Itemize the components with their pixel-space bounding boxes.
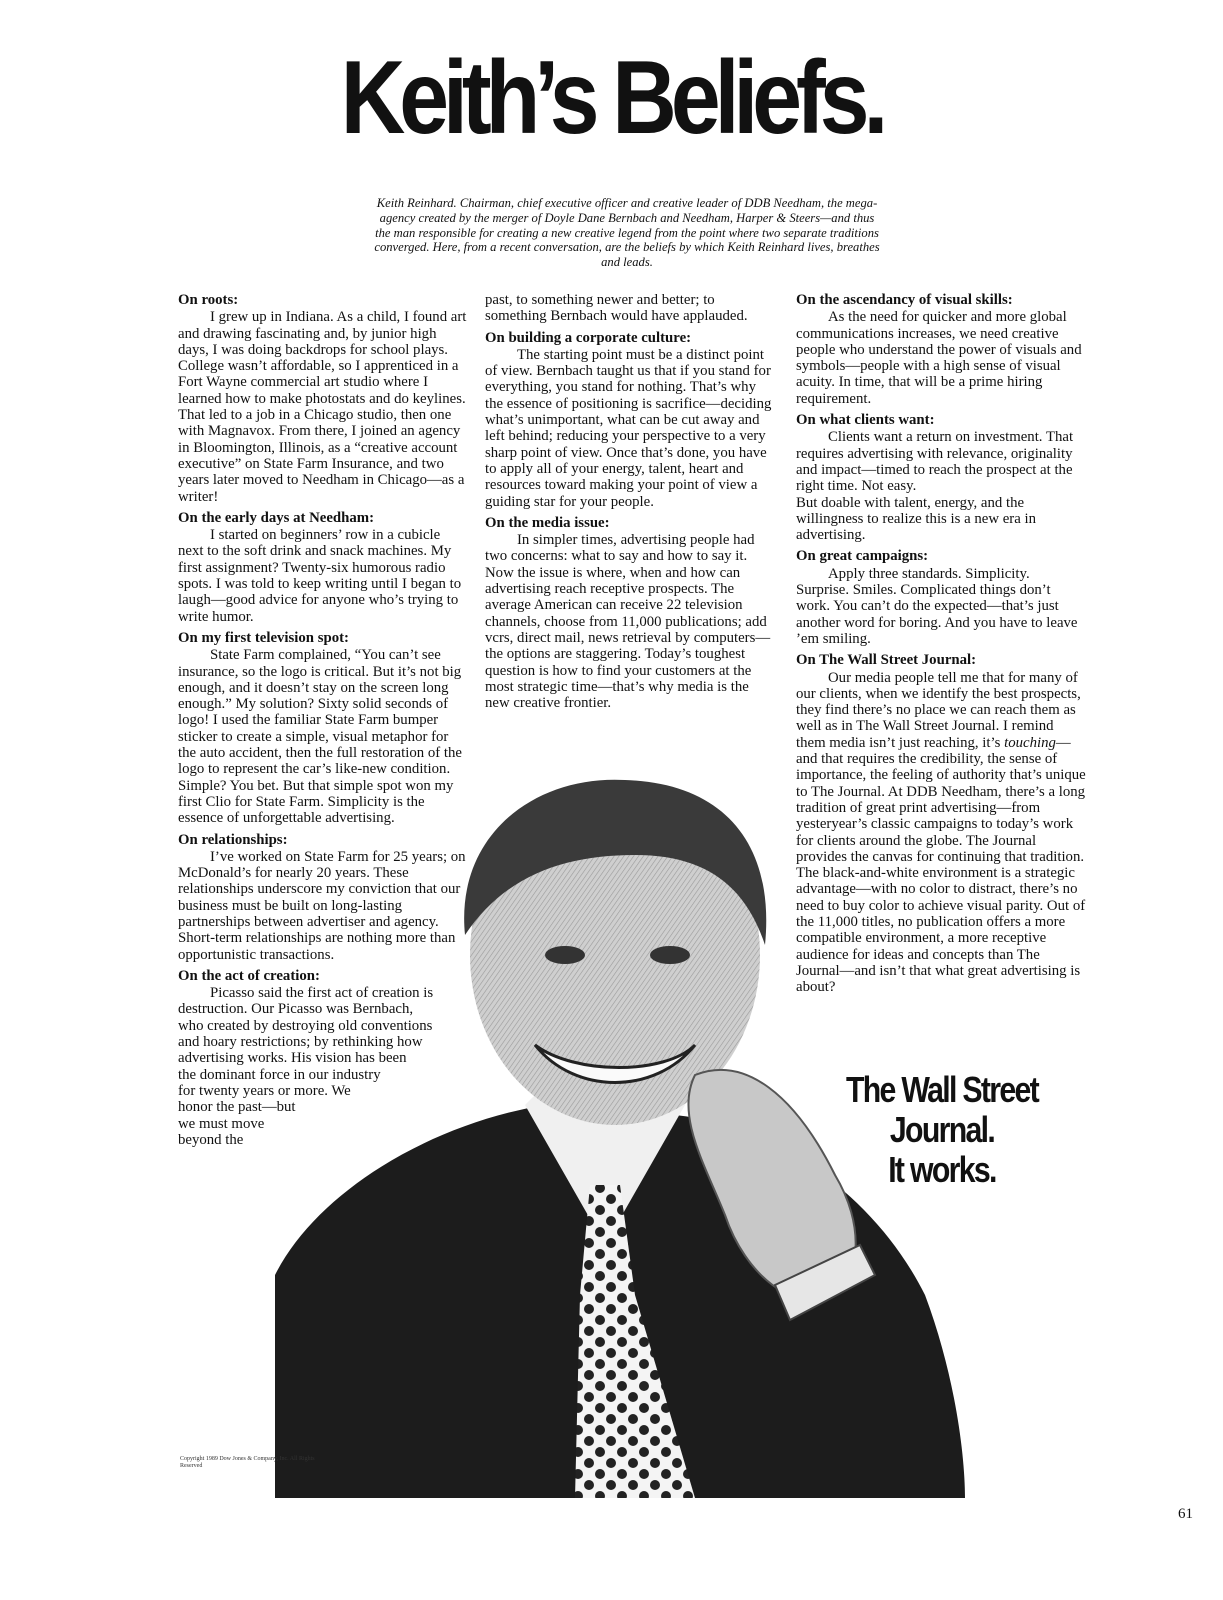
body-line: and hoary restrictions; by rethinking how (178, 1034, 423, 1051)
section-heading: On the act of creation: (178, 967, 320, 984)
section-heading: On The Wall Street Journal: (796, 652, 977, 669)
section-body: State Farm complained, “You can’t see insurance, so the logo is critical. But it’s not big enough, and it doesn’t stay on the screen long enough.” My solution? Sixty solid seconds of logo! I used the familiar State Farm bumper sticker to create a simple, visual metaphor for the auto accident, then the full restoration of the logo to represent the car’s like-new condition. Simple? You bet. But that simple spot won my first Clio for State Farm. Simplicity is the essence of unforgettable advertising. (178, 647, 462, 827)
section-body: Apply three standards. Simplicity. Surprise. Smiles. Complicated things don’t work. You can’t do the expected—that’s just another word for boring. And you have to leave ’em smiling. (796, 565, 1078, 647)
section-roots (178, 292, 468, 505)
body-line: destruction. Our Picasso was Bernbach, (178, 1001, 414, 1018)
body-line: we must move (178, 1115, 265, 1132)
section-body-2: But doable with talent, energy, and the willingness to realize this is a new era in advertising. (796, 494, 1036, 544)
section-heading: On the ascendancy of visual skills: (796, 292, 1013, 308)
section-heading: On what clients want: (796, 412, 935, 429)
section-early-days (178, 510, 468, 625)
section-heading: On the early days at Needham: (178, 509, 375, 526)
section-wsj (796, 652, 1086, 995)
body-line: for twenty years or more. We (178, 1082, 351, 1099)
section-heading: On great campaigns: (796, 548, 929, 565)
body-line: the dominant force in our industry (178, 1066, 381, 1083)
section-first-tv (178, 630, 468, 827)
intro-paragraph: Keith Reinhard. Chairman, chief executive officer and creative leader of DDB Needham, the mega-agency created by the merger of Doyle Dane Bernbach and Needham, Harper & Steers—and thus the man responsible for creating a new creative legend from the point where two separate traditions converged. Here, from a recent conversation, are the beliefs by which Keith Reinhard lives, breathes and leads. (374, 196, 880, 270)
section-body: I grew up in Indiana. As a child, I found art and drawing fascinating and, by junior high days, I was doing backdrops for school plays. College wasn’t affordable, so I apprenticed in a Fort Wayne commercial art studio where I learned how to make photostats and do keylines. That led to a job in a Chicago studio, then one with Magnavox. From there, I joined an agency in Bloomington, Illinois, as a “creative account executive” on State Farm Insurance, and two years later moved to Needham in Chicago—as a writer! (178, 309, 467, 505)
body-line: Picasso said the first act of creation is (210, 985, 434, 1002)
section-body: I’ve worked on State Farm for 25 years; on McDonald’s for nearly 20 years. These relationships underscore my conviction that our business must be built on long-lasting partnerships between advertiser and agency. Short-term relationships are nothing more than opportunistic transactions. (178, 848, 466, 963)
section-media (485, 515, 775, 712)
section-body: As the need for quicker and more global communications increases, we need creative people who understand the power of visuals and symbols—people with a high sense of visual acuity. In time, that will be a prime hiring requirement. (796, 309, 1082, 407)
body-line: honor the past—but (178, 1099, 296, 1116)
section-culture (485, 330, 775, 510)
section-heading: On building a corporate culture: (485, 329, 692, 346)
body-line: who created by destroying old conventions (178, 1017, 433, 1034)
section-body: I started on beginners’ row in a cubicle next to the soft drink and snack machines. My first assignment? Twenty-six humorous radio spots. I was told to keep writing until I began to laugh—good advice for anyone who’s trying to write humor. (178, 527, 462, 625)
section-relationships (178, 832, 468, 963)
column-1 (178, 292, 468, 1153)
section-visual (796, 292, 1086, 407)
body-line: advertising works. His vision has been (178, 1050, 407, 1067)
body-part-a: Our media people tell me that for many of our clients, when we identify the best prospects, they find there’s no place we can reach them as well as in The Wall Street Journal. I remind them media isn’t just reaching, it’s (796, 669, 1081, 751)
body-line: beyond the (178, 1131, 244, 1148)
section-heading: On the media issue: (485, 514, 610, 531)
section-creation-continued (485, 292, 775, 325)
tagline-line-2: It works. (888, 1149, 996, 1190)
page-title: Keith’s Beliefs. (340, 40, 883, 156)
section-heading: On relationships: (178, 831, 288, 848)
tagline-line-1: The Wall Street Journal. (845, 1069, 1039, 1150)
column-2 (485, 292, 775, 716)
section-body (178, 985, 468, 1148)
section-heading: On roots: (178, 292, 239, 308)
section-campaigns (796, 548, 1086, 647)
section-body: In simpler times, advertising people had two concerns: what to say and how to say it. Now the issue is where, when and how can advertising reach receptive prospects. The average American can receive 22 television channels, choose from 11,000 publications; add vcrs, direct mail, news retrieval by computers—the options are staggering. Today’s toughest question is how to find your customers at the most strategic time—that’s why media is the new creative frontier. (485, 532, 771, 712)
body-emphasis: touching (1004, 734, 1056, 751)
section-clients (796, 412, 1086, 543)
page-number: 61 (1178, 1506, 1193, 1522)
column-3 (796, 292, 1086, 1000)
section-body: Clients want a return on investment. That requires advertising with relevance, originality and impact—timed to reach the prospect at the right time. Not easy. (796, 429, 1074, 495)
section-body: past, to something newer and better; to something Bernbach would have applauded. (485, 292, 748, 325)
section-creation (178, 968, 468, 1148)
tagline (792, 1070, 1092, 1190)
body-part-b: —and that requires the credibility, the sense of importance, the feeling of authority that’s unique to The Journal. At DDB Needham, there’s a long tradition of great print advertising—from yesteryear’s classic campaigns to today’s work for clients around the globe. The Journal provides the canvas for continuing that tradition. The black-and-white environment is a strategic advantage—with no color to distract, there’s no need to buy color to achieve visual parity. Out of the 11,000 titles, no publication offers a more compatible environment, a more receptive audience for ideas and concepts than The Journal—and isn’t that what great advertising is about? (796, 734, 1086, 996)
section-body: The starting point must be a distinct point of view. Bernbach taught us that if you stand for everything, you stand for nothing. That’s why the essence of positioning is sacrifice—deciding what’s unimportant, what can be cut away and left behind; reducing your perspective to a very sharp point of view. Once that’s done, you have to apply all of your energy, talent, heart and resources toward making your point of view a guiding star for your people. (485, 346, 772, 510)
section-body (796, 670, 1086, 996)
copyright-notice: Copyright 1989 Dow Jones & Company, Inc. All Rights Reserved (180, 1456, 315, 1469)
section-heading: On my first television spot: (178, 629, 349, 646)
